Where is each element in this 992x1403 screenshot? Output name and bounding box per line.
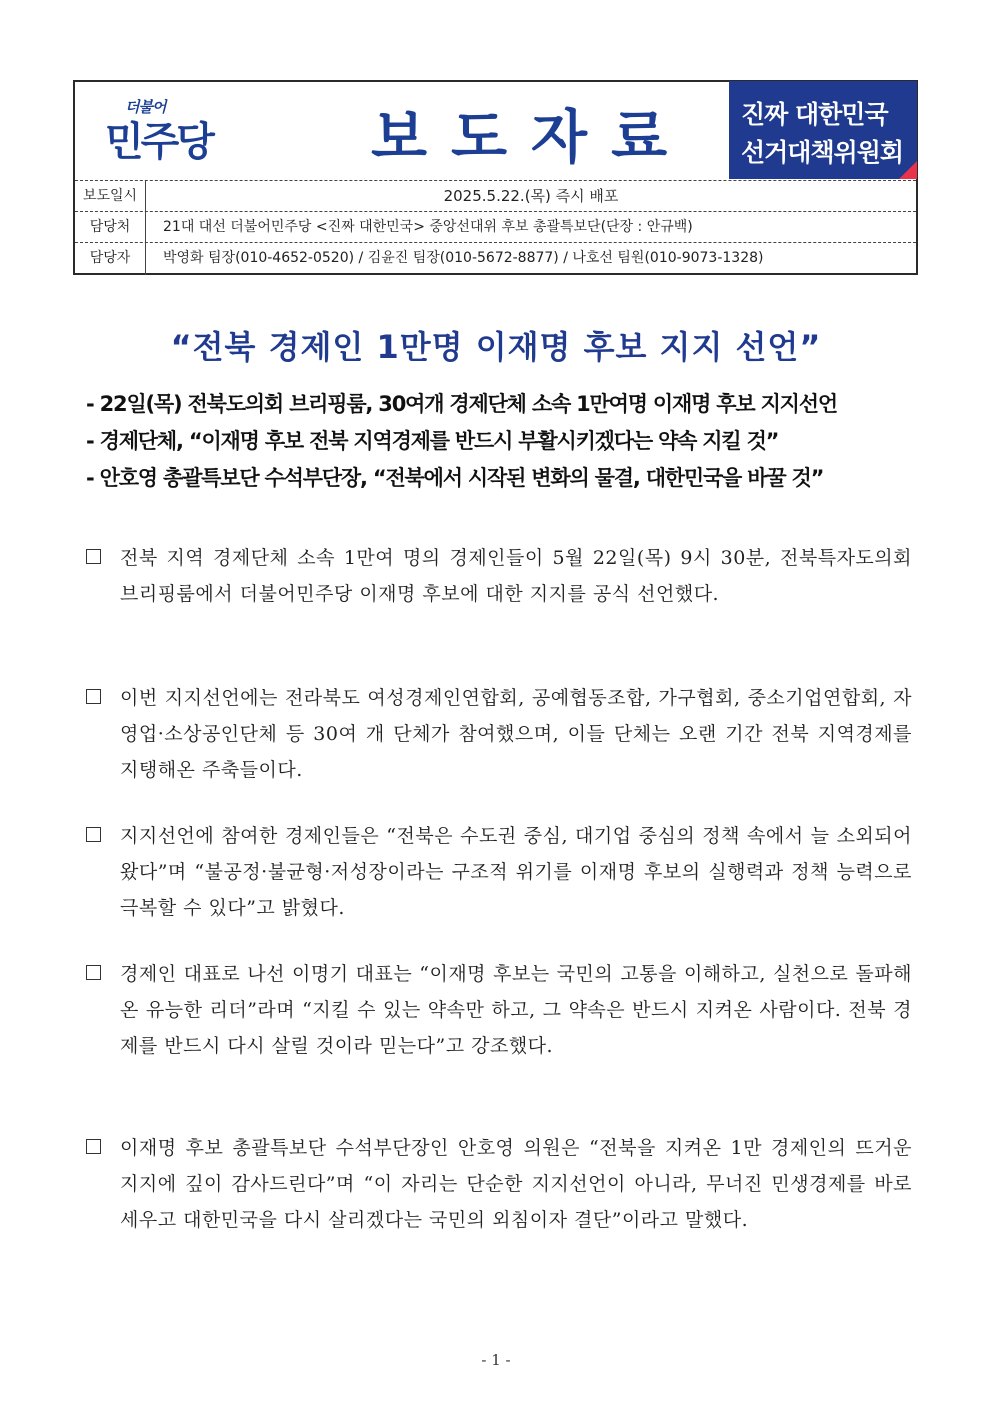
subtitle-list <box>86 386 837 497</box>
info-row-contacts <box>75 242 916 275</box>
body-paragraph <box>86 680 912 788</box>
info-label: 담당자 <box>75 243 146 275</box>
info-label: 담당처 <box>75 212 146 243</box>
logo-small-text: 더불어 <box>125 98 166 116</box>
body-paragraph <box>86 956 912 1064</box>
body-paragraph <box>86 540 912 612</box>
main-headline: “전북 경제인 1만명 이재명 후보 지지 선언” <box>170 328 822 366</box>
info-row-department <box>75 211 916 243</box>
paragraph-text: 이재명 후보 총괄특보단 수석부단장인 안호영 의원은 “전북을 지켜온 1만 경제인의 뜨거운 지지에 깊이 감사드린다”며 “이 자리는 단순한 지지선언이 아니라, 무너진 민생경제를 바로 세우고 대한민국을 다시 살리겠다는 국민의 외침이자 결단”이라고 말했다. <box>120 1137 912 1231</box>
committee-badge <box>729 81 917 179</box>
subtitle-line: - 안호영 총괄특보단 수석부단장, “전북에서 시작된 변화의 물결, 대한민국을 바꿀 것” <box>86 466 824 490</box>
paragraph-text: 경제인 대표로 나선 이명기 대표는 “이재명 후보는 국민의 고통을 이해하고, 실천으로 돌파해온 유능한 리더”라며 “지킬 수 있는 약속만 하고, 그 약속은 반드시 지켜온 사람이다. 전북 경제를 반드시 다시 살릴 것이라 믿는다”고 강조했다. <box>120 963 912 1057</box>
subtitle-line: - 경제단체, “이재명 후보 전북 지역경제를 반드시 부활시키겠다는 약속 지킬 것” <box>86 429 779 453</box>
press-header <box>73 80 918 275</box>
committee-line-2: 선거대책위원회 <box>741 138 904 167</box>
header-top <box>75 82 916 180</box>
info-value: 21대 대선 더불어민주당 <진짜 대한민국> 중앙선대위 후보 총괄특보단(단장 : 안규백) <box>163 219 693 235</box>
info-value: 박영화 팀장(010-4652-0520) / 김윤진 팀장(010-5672-8877) / 나호선 팀원(010-9073-1328) <box>163 250 764 266</box>
checkbox-bullet-icon <box>86 689 101 704</box>
checkbox-bullet-icon <box>86 965 101 980</box>
checkbox-bullet-icon <box>86 549 101 564</box>
paragraph-text: 이번 지지선언에는 전라북도 여성경제인연합회, 공예협동조합, 가구협회, 중소기업연합회, 자영업·소상공인단체 등 30여 개 단체가 참여했으며, 이들 단체는 오랜 기간 전북 지역경제를 지탱해온 주축들이다. <box>120 687 912 781</box>
party-logo <box>105 96 235 166</box>
checkbox-bullet-icon <box>86 827 101 842</box>
paragraph-text: 전북 지역 경제단체 소속 1만여 명의 경제인들이 5월 22일(목) 9시 30분, 전북특자도의회 브리핑룸에서 더불어민주당 이재명 후보에 대한 지지를 공식 선언했다. <box>120 547 912 605</box>
committee-corner-accent <box>899 161 917 179</box>
body-paragraph <box>86 818 912 926</box>
info-value: 2025.5.22.(목) 즉시 배포 <box>443 187 619 205</box>
logo-main-text: 민주당 <box>105 119 212 165</box>
checkbox-bullet-icon <box>86 1139 101 1154</box>
subtitle-line: - 22일(목) 전북도의회 브리핑룸, 30여개 경제단체 소속 1만여명 이재명 후보 지지선언 <box>86 392 837 416</box>
press-release-title: 보도자료 <box>371 103 692 171</box>
committee-line-1: 진짜 대한민국 <box>741 100 888 129</box>
page-number: - 1 - <box>481 1351 511 1369</box>
info-row-date <box>75 180 916 212</box>
paragraph-text: 지지선언에 참여한 경제인들은 “전북은 수도권 중심, 대기업 중심의 정책 속에서 늘 소외되어 왔다”며 “불공정·불균형·저성장이라는 구조적 위기를 이재명 후보의 실행력과 정책 능력으로 극복할 수 있다”고 밝혔다. <box>120 825 912 919</box>
info-label: 보도일시 <box>75 181 146 212</box>
body-paragraph <box>86 1130 912 1238</box>
